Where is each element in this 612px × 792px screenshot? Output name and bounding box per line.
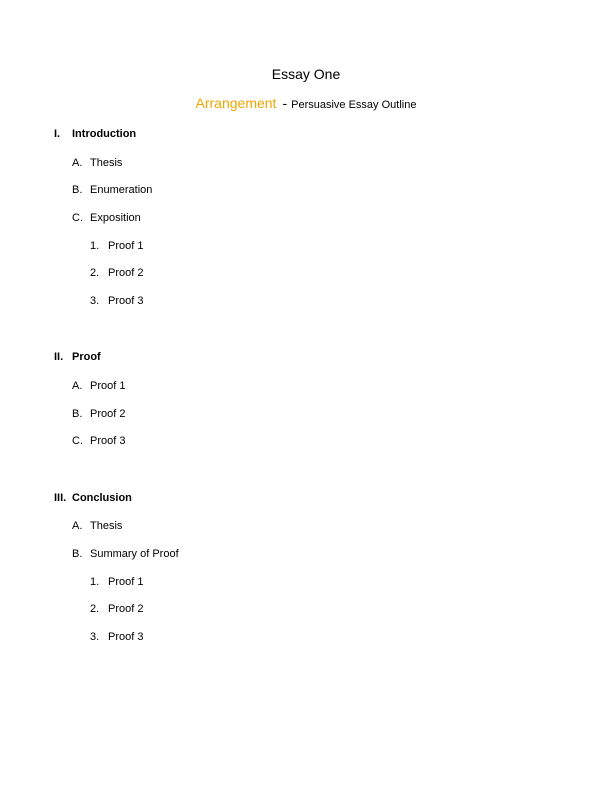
outline-item bbox=[72, 212, 141, 225]
subitem-number: 2. bbox=[90, 603, 100, 615]
outline-subitem bbox=[90, 267, 143, 280]
subitem-number: 3. bbox=[90, 295, 100, 307]
item-text: Thesis bbox=[90, 157, 123, 169]
outline-item bbox=[72, 408, 125, 421]
outline-subitem bbox=[90, 295, 143, 308]
outline-subitem bbox=[90, 576, 143, 589]
item-text: Proof 1 bbox=[90, 380, 126, 392]
item-letter: C. bbox=[72, 435, 83, 447]
outline-item bbox=[72, 157, 122, 170]
outline-subitem bbox=[90, 240, 143, 253]
subitem-number: 1. bbox=[90, 576, 100, 588]
section-heading-conclusion bbox=[54, 492, 132, 505]
subtitle-description: Persuasive Essay Outline bbox=[291, 99, 417, 111]
item-letter: C. bbox=[72, 212, 83, 224]
item-letter: B. bbox=[72, 548, 83, 560]
item-letter: A. bbox=[72, 520, 83, 532]
item-letter: A. bbox=[72, 157, 83, 169]
subitem-text: Proof 1 bbox=[108, 576, 144, 588]
subtitle-accent: Arrangement bbox=[195, 95, 277, 111]
outline-subitem bbox=[90, 603, 143, 616]
item-text: Proof 2 bbox=[90, 408, 126, 420]
outline-subitem bbox=[90, 631, 143, 644]
subitem-number: 1. bbox=[90, 240, 100, 252]
outline-item bbox=[72, 520, 122, 533]
page-title bbox=[0, 66, 612, 82]
subitem-text: Proof 1 bbox=[108, 240, 144, 252]
subtitle-dash: - bbox=[282, 95, 288, 111]
section-numeral: III. bbox=[54, 492, 67, 504]
title-text: Essay One bbox=[271, 66, 341, 82]
outline-item bbox=[72, 184, 152, 197]
section-heading-text: Conclusion bbox=[72, 492, 132, 504]
item-letter: B. bbox=[72, 184, 83, 196]
outline-item bbox=[72, 380, 125, 393]
item-text: Enumeration bbox=[90, 184, 153, 196]
item-letter: A. bbox=[72, 380, 83, 392]
subitem-text: Proof 2 bbox=[108, 603, 144, 615]
item-text: Thesis bbox=[90, 520, 123, 532]
item-letter: B. bbox=[72, 408, 83, 420]
subitem-text: Proof 3 bbox=[108, 295, 144, 307]
section-heading-introduction bbox=[54, 128, 136, 141]
section-heading-proof bbox=[54, 351, 101, 364]
subtitle bbox=[0, 95, 612, 113]
section-numeral: I. bbox=[54, 128, 61, 140]
subitem-number: 2. bbox=[90, 267, 100, 279]
item-text: Proof 3 bbox=[90, 435, 126, 447]
item-text: Exposition bbox=[90, 212, 141, 224]
subitem-text: Proof 3 bbox=[108, 631, 144, 643]
item-text: Summary of Proof bbox=[90, 548, 179, 560]
section-heading-text: Proof bbox=[72, 351, 101, 363]
section-numeral: II. bbox=[54, 351, 64, 363]
outline-item bbox=[72, 548, 179, 561]
section-heading-text: Introduction bbox=[72, 128, 137, 140]
subitem-number: 3. bbox=[90, 631, 100, 643]
outline-item bbox=[72, 435, 125, 448]
subitem-text: Proof 2 bbox=[108, 267, 144, 279]
